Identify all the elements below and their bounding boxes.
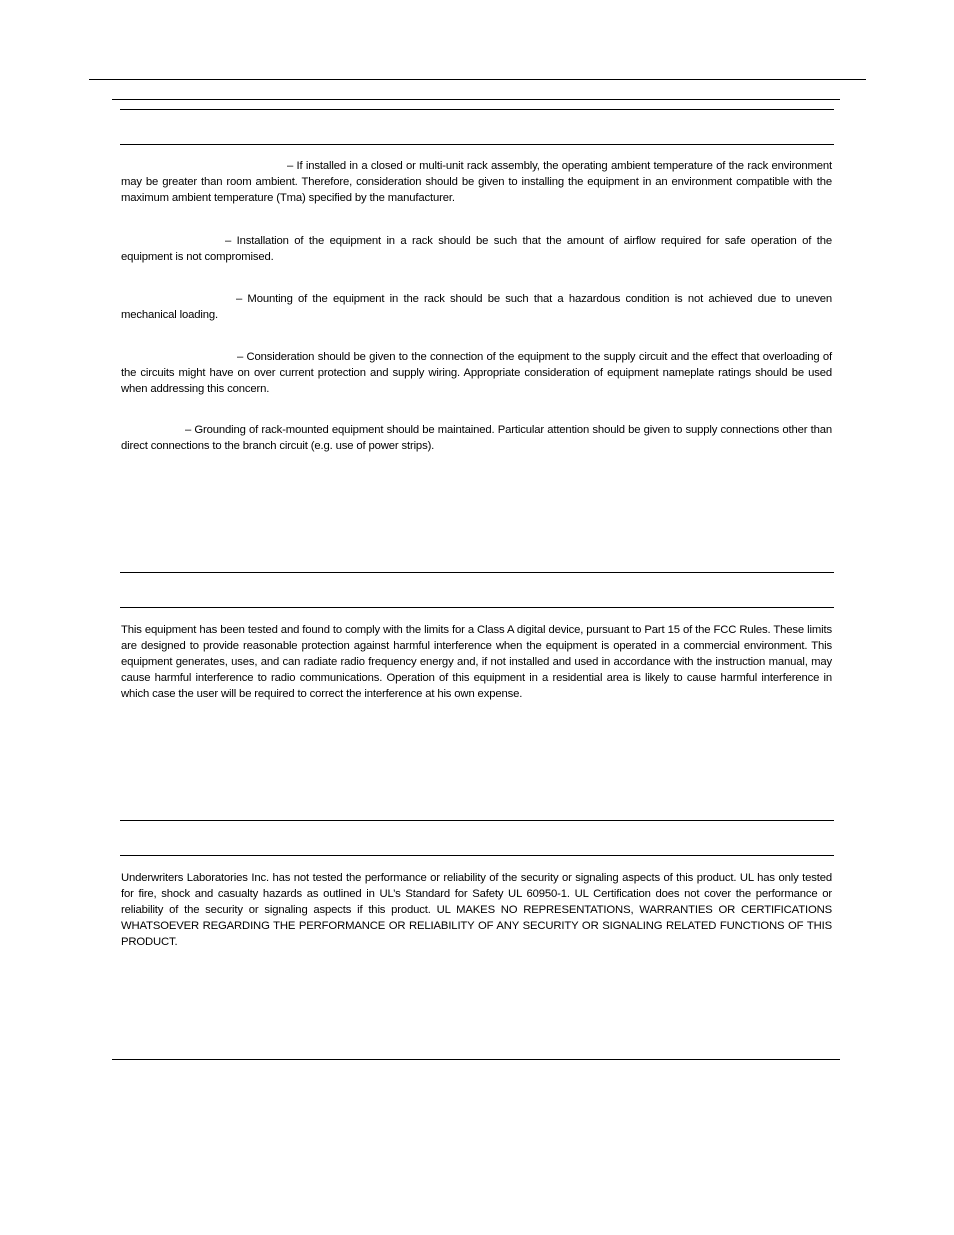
rack-item-text: – Grounding of rack-mounted equipment should be maintained. Particular attention should be given to supply connections other than direct connections to the branch circuit (e.g. use of power strips). [121,424,832,452]
ul-statement-text: Underwriters Laboratories Inc. has not tested the performance or reliability of the security or signaling aspects of this product. UL has only tested for fire, shock and casualty hazards as outlined in UL’s Standard for Safety UL 60950-1. UL Certification does not cover the performance or reliability of the security or signaling aspects if this product. UL MAKES NO REPRESENTATIONS, WARRANTIES OR CERTIFICATIONS WHATSOEVER REGARDING THE PERFORMANCE OR RELIABILITY OF ANY SECURITY OR SIGNALING RELATED FUNCTIONS OF THIS PRODUCT. [121,872,832,948]
page-header-rule [89,79,866,80]
rack-section-title-top-rule [120,109,834,110]
page-footer-rule [112,1059,840,1060]
rack-section-title-bottom-rule [120,144,834,145]
fcc-statement [121,622,832,702]
ul-section-title-top-rule [120,820,834,821]
fcc-section-title-bottom-rule [120,607,834,608]
rack-item-text: – If installed in a closed or multi-unit rack assembly, the operating ambient temperature of the rack environment may be greater than room ambient. Therefore, consideration should be given to installing the equipment in an environment compatible with the maximum ambient temperature (Tma) specified by the manufacturer. [121,160,832,204]
rack-item-elevated-temperature [121,158,832,206]
rack-item-reliable-earthing [121,422,832,454]
rack-item-text: – Installation of the equipment in a rack should be such that the amount of airflow required for safe operation of the equipment is not compromised. [121,235,832,263]
ul-section-title-bottom-rule [120,855,834,856]
ul-statement [121,870,832,950]
rack-item-circuit-overloading [121,349,832,397]
rack-item-reduced-airflow [121,233,832,265]
rack-item-mechanical-loading [121,291,832,323]
fcc-section-title-top-rule [120,572,834,573]
rack-item-text: – Mounting of the equipment in the rack should be such that a hazardous condition is not achieved due to uneven mechanical loading. [121,293,832,321]
page-header-rule-secondary [112,99,840,100]
fcc-statement-text: This equipment has been tested and found to comply with the limits for a Class A digital device, pursuant to Part 15 of the FCC Rules. These limits are designed to provide reasonable protection against harmful interference when the equipment is operated in a commercial environment. This equipment generates, uses, and can radiate radio frequency energy and, if not installed and used in accordance with the instruction manual, may cause harmful interference to radio communications. Operation of this equipment in a residential area is likely to cause harmful interference in which case the user will be required to correct the interference at his own expense. [121,624,832,700]
rack-item-text: – Consideration should be given to the connection of the equipment to the supply circuit and the effect that overloading of the circuits might have on over current protection and supply wiring. Appropriate consideration of equipment nameplate ratings should be used when addressing this concern. [121,351,832,395]
